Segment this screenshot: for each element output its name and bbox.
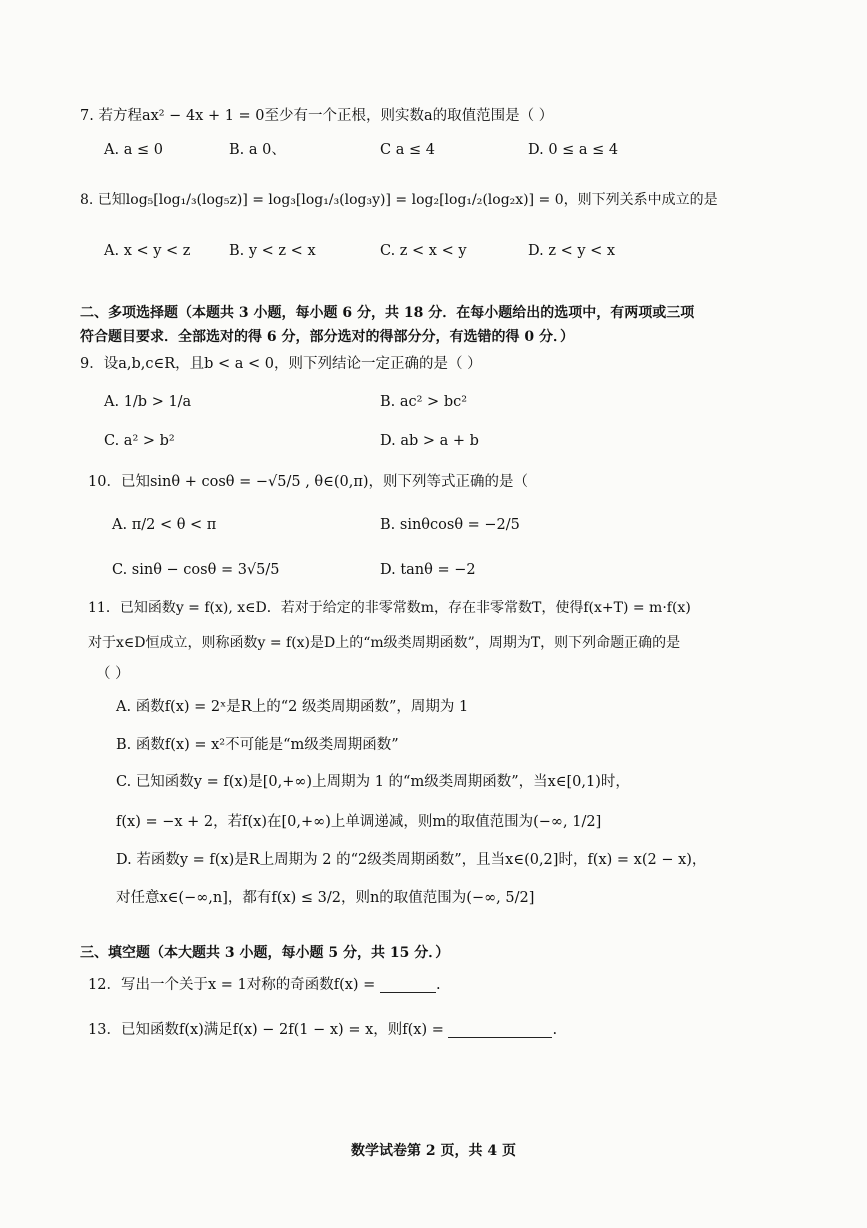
section2-title-line1: 二、多项选择题（本题共 3 小题，每小题 6 分，共 18 分．在每小题给出的选项中，有两项或三项 [80,305,695,321]
q10-option-b: B. sinθcosθ = −2/5 [380,517,520,533]
q8-option-c: C. z < x < y [380,243,467,259]
q13-line [88,1020,557,1040]
q7-stem: 7. 若方程ax² − 4x + 1 = 0至少有一个正根，则实数a的取值范围是（ ） [80,108,554,124]
q9-option-b: B. ac² > bc² [380,394,468,410]
q7-option-c: C a ≤ 4 [380,142,435,158]
q12-stem: 12．写出一个关于x = 1对称的奇函数f(x) = [88,977,376,993]
q10-option-c: C. sinθ − cosθ = 3√5/5 [112,562,280,578]
q12-tail: . [435,977,441,993]
q13-stem: 13．已知函数f(x)满足f(x) − 2f(1 − x) = x，则f(x) = [88,1022,444,1038]
q9-option-a: A. 1/b > 1/a [104,394,192,410]
q11-option-d-line2: 对任意x∈(−∞,n]，都有f(x) ≤ 3/2，则n的取值范围为(−∞, 5/2] [116,890,535,906]
page-footer: 数学试卷第 2 页，共 4 页 [351,1143,516,1159]
q9-option-d: D. ab > a + b [380,433,479,449]
q11-option-b: B. 函数f(x) = x²不可能是“m级类周期函数” [116,737,399,753]
q9-option-c: C. a² > b² [104,433,175,449]
q11-option-a: A. 函数f(x) = 2ˣ是R上的“2 级类周期函数”，周期为 1 [116,699,469,715]
section2-title-line2: 符合题目要求．全部选对的得 6 分，部分选对的得部分分，有选错的得 0 分．） [80,329,574,345]
q8-option-b: B. y < z < x [229,243,316,259]
q11-option-c-line1: C. 已知函数y = f(x)是[0,+∞)上周期为 1 的“m级类周期函数”，当x∈[0,1)时， [116,774,630,790]
q10-stem: 10．已知sinθ + cosθ = −√5/5 , θ∈(0,π)，则下列等式正确的是（ [88,474,529,490]
q11-option-c-line2: f(x) = −x + 2，若f(x)在[0,+∞)上单调递减，则m的取值范围为(−∞, 1/2] [116,814,602,830]
q8-option-a: A. x < y < z [104,243,191,259]
q13-tail: . [552,1022,558,1038]
q10-option-d: D. tanθ = −2 [380,562,476,578]
q11-line2: 对于x∈D恒成立，则称函数y = f(x)是D上的“m级类周期函数”，周期为T，则下列命题正确的是 [88,635,681,651]
q7-option-b: B. a 0、 [229,142,286,158]
q11-line3: （ ） [96,666,130,682]
q12-answer-blank[interactable] [380,978,436,993]
q11-option-d-line1: D. 若函数y = f(x)是R上周期为 2 的“2级类周期函数”，且当x∈(0,2]时，f(x) = x(2 − x)， [116,852,707,868]
q8-stem: 8. 已知log₅[log₁/₃(log₅z)] = log₃[log₁/₃(log₃y)] = log₂[log₁/₂(log₂x)] = 0，则下列关系中成立的是 [80,192,718,208]
q12-line [88,975,441,995]
q7-option-d: D. 0 ≤ a ≤ 4 [528,142,619,158]
q13-answer-blank[interactable] [448,1023,552,1038]
section3-title: 三、填空题（本大题共 3 小题，每小题 5 分，共 15 分．） [80,945,450,961]
q7-option-a: A. a ≤ 0 [104,142,163,158]
q10-option-a: A. π/2 < θ < π [112,517,217,533]
q8-option-d: D. z < y < x [528,243,616,259]
q9-stem: 9．设a,b,c∈R，且b < a < 0，则下列结论一定正确的是（ ） [80,356,482,372]
q11-line1: 11．已知函数y = f(x), x∈D．若对于给定的非零常数m，存在非零常数T，使得f(x+T) = m·f(x) [88,600,691,616]
